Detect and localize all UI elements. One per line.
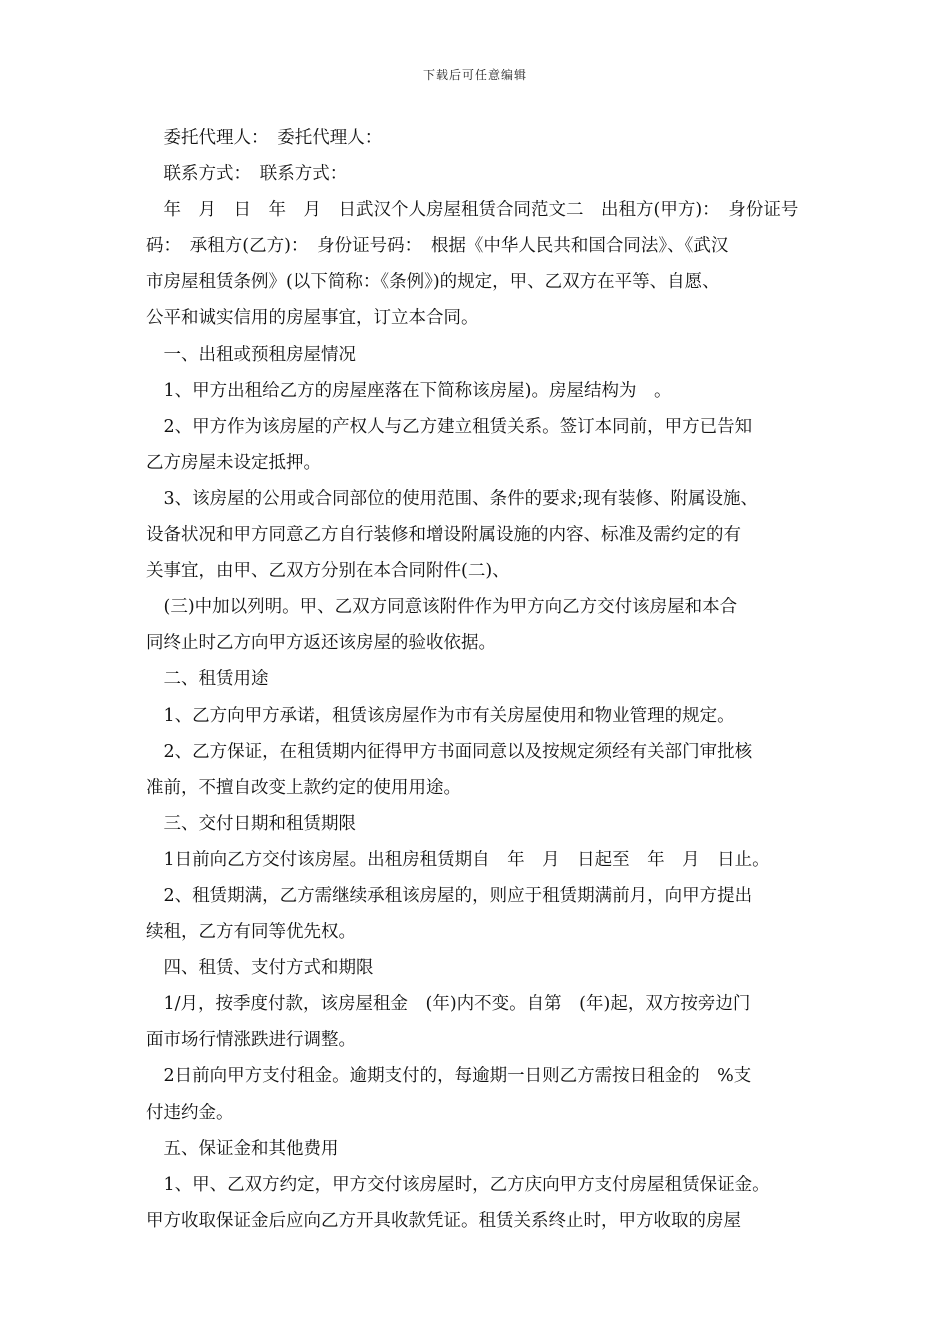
text-line: 准前，不擅自改变上款约定的使用用途。 [146, 777, 461, 798]
text-line: 联系方式： 联系方式： [146, 164, 348, 185]
text-line: 甲方收取保证金后应向乙方开具收款凭证。租赁关系终止时，甲方收取的房屋 [146, 1210, 741, 1231]
text-line: 2日前向甲方支付租金。逾期支付的，每逾期一日则乙方需按日租金的 %支 [146, 1066, 752, 1087]
text-line: 码： 承租方(乙方)： 身份证号码： 根据《中华人民共和国合同法》、《武汉 [146, 236, 729, 257]
section-heading-3: 三、交付日期和租赁期限 [146, 813, 356, 834]
text-line: 2、租赁期满，乙方需继续承租该房屋的，则应于租赁期满前月，向甲方提出 [146, 885, 753, 906]
text-line: 2、乙方保证，在租赁期内征得甲方书面同意以及按规定须经有关部门审批核 [146, 741, 753, 762]
text-line: 1/月，按季度付款，该房屋租金 (年)内不变。自第 (年)起，双方按旁边门 [146, 994, 751, 1015]
text-line: 同终止时乙方向甲方返还该房屋的验收依据。 [146, 633, 496, 654]
text-line: 1日前向乙方交付该房屋。出租房租赁期自 年 月 日起至 年 月 日止。 [146, 849, 770, 870]
text-line: 2、甲方作为该房屋的产权人与乙方建立租赁关系。签订本同前，甲方已告知 [146, 416, 753, 437]
section-heading-2: 二、租赁用途 [146, 669, 269, 690]
contract-body [146, 120, 816, 1239]
section-heading-1: 一、出租或预租房屋情况 [146, 344, 356, 365]
text-line: 市房屋租赁条例》(以下简称：《条例》)的规定，甲、乙双方在平等、自愿、 [146, 272, 720, 293]
text-line: 续租，乙方有同等优先权。 [146, 922, 356, 943]
text-line: 设备状况和甲方同意乙方自行装修和增设附属设施的内容、标准及需约定的有 [146, 525, 741, 546]
text-line: 3、该房屋的公用或合同部位的使用范围、条件的要求;现有装修、附属设施、 [146, 488, 759, 509]
text-line: 关事宜，由甲、乙双方分别在本合同附件(二)、 [146, 561, 510, 582]
text-line: 面市场行情涨跌进行调整。 [146, 1030, 356, 1051]
text-line: 公平和诚实信用的房屋事宜，订立本合同。 [146, 308, 479, 329]
text-line: 乙方房屋未设定抵押。 [146, 452, 321, 473]
text-line: 付违约金。 [146, 1102, 234, 1123]
section-heading-4: 四、租赁、支付方式和期限 [146, 958, 374, 979]
text-line: 1、乙方向甲方承诺，租赁该房屋作为市有关房屋使用和物业管理的规定。 [146, 705, 735, 726]
text-line: 委托代理人： 委托代理人： [146, 128, 383, 148]
text-line: (三)中加以列明。甲、乙双方同意该附件作为甲方向乙方交付该房屋和本合 [146, 597, 738, 618]
text-line: 年 月 日 年 月 日武汉个人房屋租赁合同范文二 出租方(甲方)： 身份证号 [146, 200, 799, 221]
text-line: 1、甲、乙双方约定，甲方交付该房屋时，乙方庆向甲方支付房屋租赁保证金。 [146, 1174, 770, 1195]
page-header: 下载后可任意编辑 [422, 68, 527, 82]
text-line: 1、甲方出租给乙方的房屋座落在下简称该房屋)。房屋结构为 。 [146, 380, 672, 401]
section-heading-5: 五、保证金和其他费用 [146, 1138, 339, 1159]
